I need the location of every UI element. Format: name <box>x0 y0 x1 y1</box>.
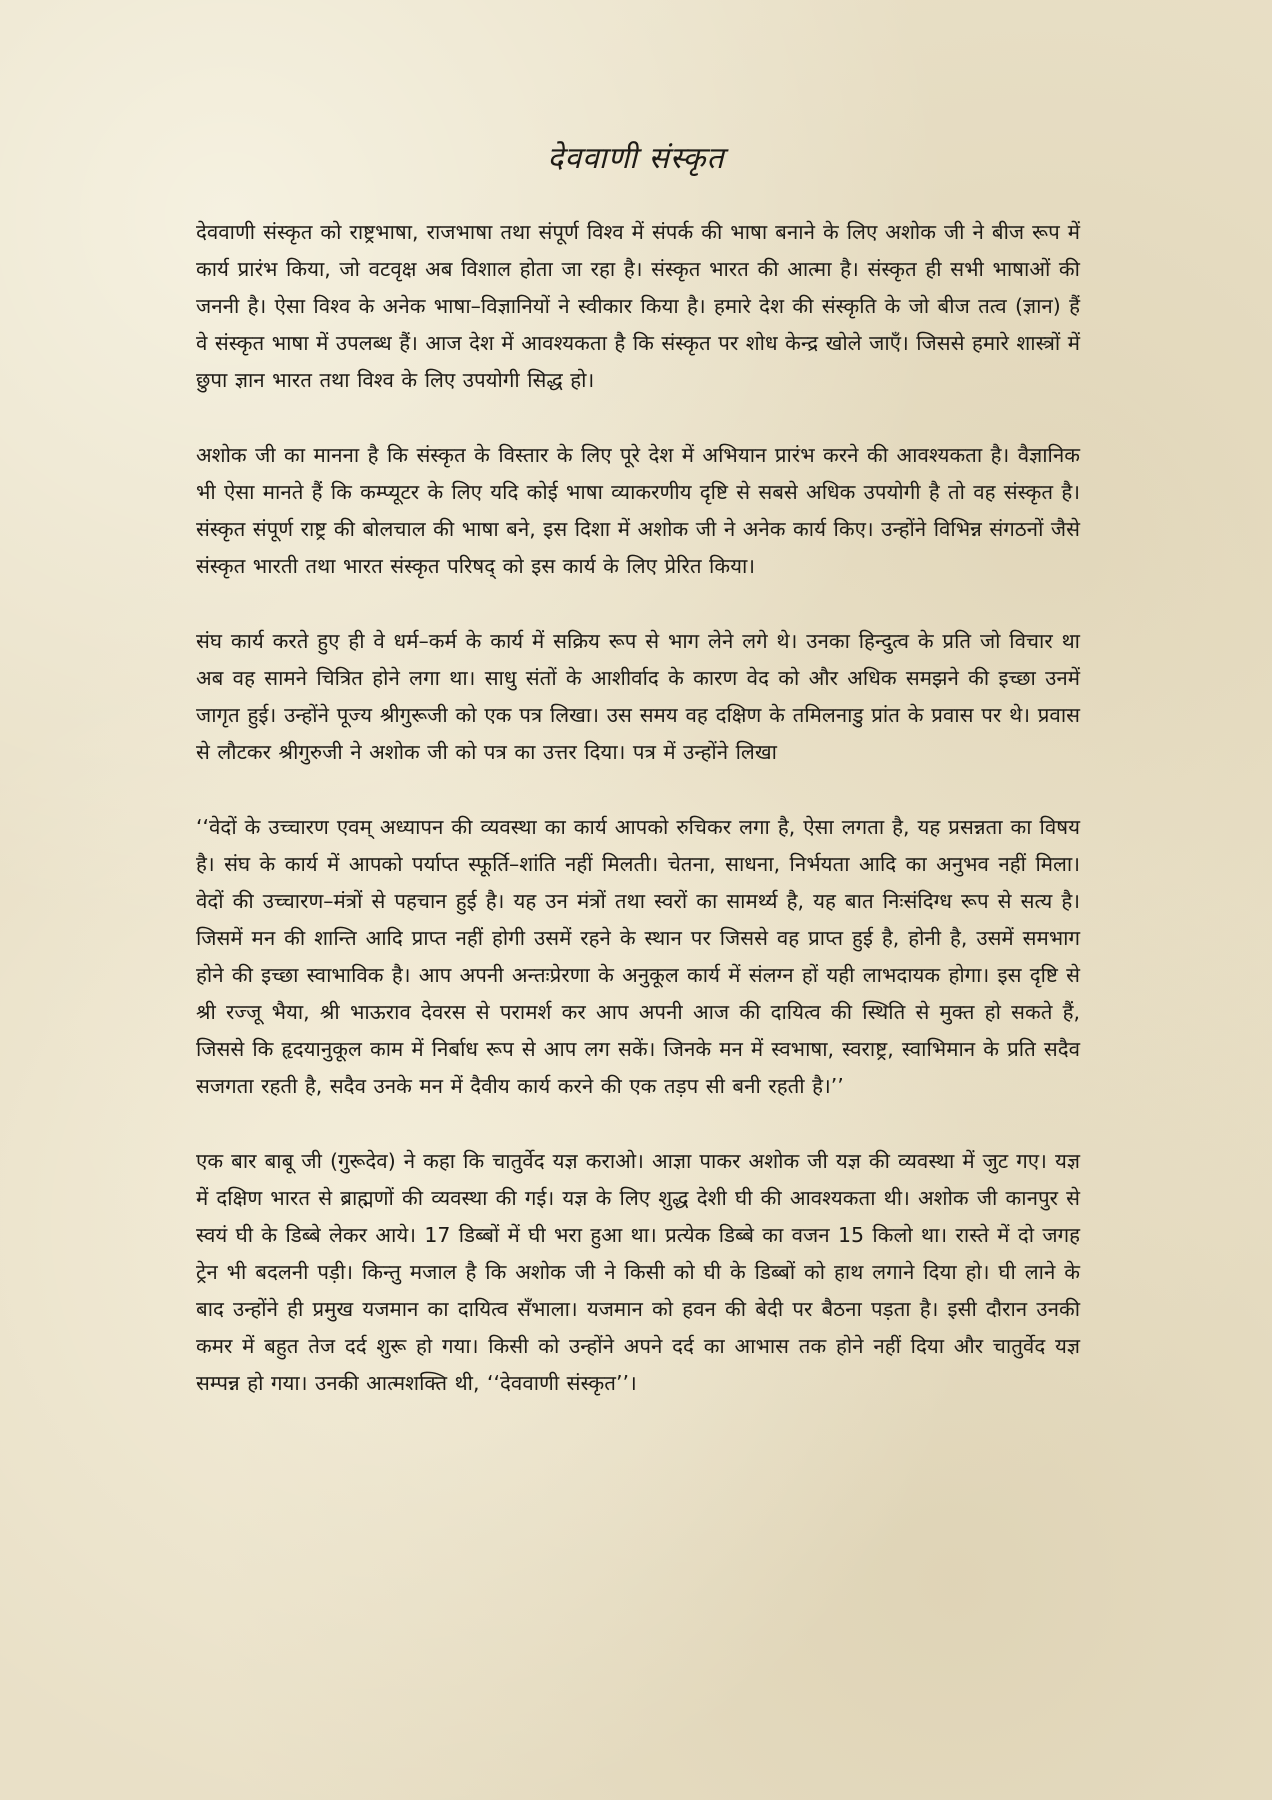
paragraph-sanskrit-campaign: अशोक जी का मानना है कि संस्कृत के विस्तार के लिए पूरे देश में अभियान प्रारंभ करने की आवश्यकता है। वैज्ञानिक भी ऐसा मानते हैं कि कम्प्यूटर के लिए यदि कोई भाषा व्याकरणीय दृष्टि से सबसे अधिक उपयोगी है तो वह संस्कृत है। संस्कृत संपूर्ण राष्ट्र की बोलचाल की भाषा बने, इस दिशा में अशोक जी ने अनेक कार्य किए। उन्होंने विभिन्न संगठनों जैसे संस्कृत भारती तथा भारत संस्कृत परिषद् को इस कार्य के लिए प्रेरित किया। <box>196 443 1080 578</box>
document-body <box>196 214 1080 1440</box>
paragraph-sanskrit-importance: देववाणी संस्कृत को राष्ट्रभाषा, राजभाषा तथा संपूर्ण विश्व में संपर्क की भाषा बनाने के लिए अशोक जी ने बीज रूप में कार्य प्रारंभ किया, जो वटवृक्ष अब विशाल होता जा रहा है। संस्कृत भारत की आत्मा है। संस्कृत ही सभी भाषाओं की जननी है। ऐसा विश्व के अनेक भाषा–विज्ञानियों ने स्वीकार किया है। हमारे देश की संस्कृति के जो बीज तत्व (ज्ञान) हैं वे संस्कृत भाषा में उपलब्ध हैं। आज देश में आवश्यकता है कि संस्कृत पर शोध केन्द्र खोले जाएँ। जिससे हमारे शास्त्रों में छुपा ज्ञान भारत तथा विश्व के लिए उपयोगी सिद्ध हो। <box>196 220 1080 392</box>
page-title: देववाणी संस्कृत <box>547 141 725 176</box>
paragraph-guruji-letter: ‘‘वेदों के उच्चारण एवम् अध्यापन की व्यवस्था का कार्य आपको रुचिकर लगा है, ऐसा लगता है, यह प्रसन्नता का विषय है। संघ के कार्य में आपको पर्याप्त स्फूर्ति–शांति नहीं मिलती। चेतना, साधना, निर्भयता आदि का अनुभव नहीं मिला। वेदों की उच्चारण–मंत्रों से पहचान हुई है। यह उन मंत्रों तथा स्वरों का सामर्थ्य है, यह बात निःसंदिग्ध रूप से सत्य है। जिसमें मन की शान्ति आदि प्राप्त नहीं होगी उसमें रहने के स्थान पर जिससे वह प्राप्त हुई है, होनी है, उसमें समभाग होने की इच्छा स्वाभाविक है। आप अपनी अन्तःप्रेरणा के अनुकूल कार्य में संलग्न हों यही लाभदायक होगा। इस दृष्टि से श्री रज्जू भैया, श्री भाऊराव देवरस से परामर्श कर आप अपनी आज की दायित्व की स्थिति से मुक्त हो सकते हैं, जिससे कि हृदयानुकूल काम में निर्बाध रूप से आप लग सकें। जिनके मन में स्वभाषा, स्वराष्ट्र, स्वाभिमान के प्रति सदैव सजगता रहती है, सदैव उनके मन में दैवीय कार्य करने की एक तड़प सी बनी रहती है।’’ <box>196 815 1080 1098</box>
paragraph-chaturved-yagya: एक बार बाबू जी (गुरूदेव) ने कहा कि चातुर्वेद यज्ञ कराओ। आज्ञा पाकर अशोक जी यज्ञ की व्यवस्था में जुट गए। यज्ञ में दक्षिण भारत से ब्राह्मणों की व्यवस्था की गई। यज्ञ के लिए शुद्ध देशी घी की आवश्यकता थी। अशोक जी कानपुर से स्वयं घी के डिब्बे लेकर आये। 17 डिब्बों में घी भरा हुआ था। प्रत्येक डिब्बे का वजन 15 किलो था। रास्ते में दो जगह ट्रेन भी बदलनी पड़ी। किन्तु मजाल है कि अशोक जी ने किसी को घी के डिब्बों को हाथ लगाने दिया हो। घी लाने के बाद उन्होंने ही प्रमुख यजमान का दायित्व सँभाला। यजमान को हवन की बेदी पर बैठना पड़ता है। इसी दौरान उनकी कमर में बहुत तेज दर्द शुरू हो गया। किसी को उन्होंने अपने दर्द का आभास तक होने नहीं दिया और चातुर्वेद यज्ञ सम्पन्न हो गया। उनकी आत्मशक्ति थी, ‘‘देववाणी संस्कृत’’। <box>196 1149 1080 1395</box>
paragraph-sangh-work: संघ कार्य करते हुए ही वे धर्म–कर्म के कार्य में सक्रिय रूप से भाग लेने लगे थे। उनका हिन्दुत्व के प्रति जो विचार था अब वह सामने चित्रित होने लगा था। साधु संतों के आशीर्वाद के कारण वेद को और अधिक समझने की इच्छा उनमें जागृत हुई। उन्होंने पूज्य श्रीगुरूजी को एक पत्र लिखा। उस समय वह दक्षिण के तमिलनाडु प्रांत के प्रवास पर थे। प्रवास से लौटकर श्रीगुरुजी ने अशोक जी को पत्र का उत्तर दिया। पत्र में उन्होंने लिखा <box>196 629 1080 764</box>
